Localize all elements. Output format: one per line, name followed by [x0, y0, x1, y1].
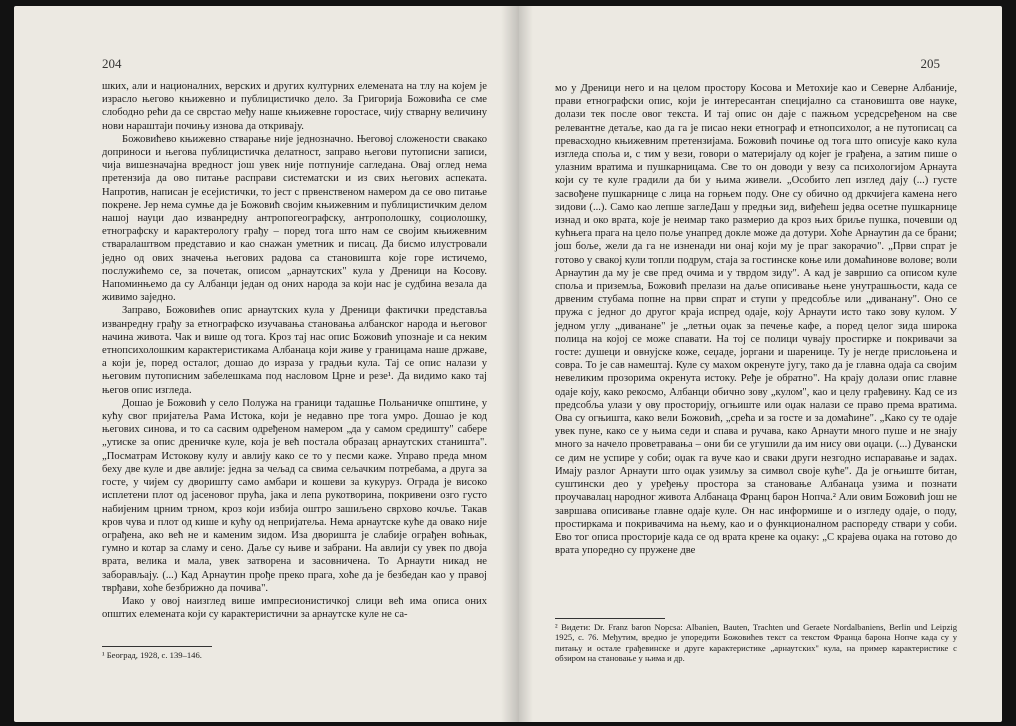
right-page	[519, 6, 1002, 722]
gutter-shadow	[501, 6, 519, 722]
page-body	[555, 82, 957, 557]
paragraph: Заправо, Божовићев опис арнаутских кула у Дреници фактички представља изванредну грађу за етнографско изучавања становања албанског народа и његовог начина живота. Чак и више од тога. Кроз тај нас опис Божовић упознаје и са неким етнопсихолошким карактеристикама Албанаца који живе у границама наше државе, а који је, поред осталог, дошао до израза у градњи кула. Тај се опис налази у његовим путописним забелешкама под насловом Црне и резе¹. Да видимо како тај његов опис изгледа.	[102, 305, 487, 396]
page-number: 204	[102, 56, 122, 71]
footnotes	[555, 614, 957, 664]
page-number: 205	[920, 56, 940, 71]
paragraph: шких, али и националних, верских и других културних елемената на тлу на којем је израсло његово књижевно и публицистичко дело. За Григорија Божовића се сме слободно рећи да се сврстао међу наше књижевне горостасе, чију стварну величину нови нараштаји почињу изнова да откривају.	[102, 81, 487, 132]
paragraph: Божовићево књижевно стварање није једнозначно. Његовој сложености свакако доприноси и његова публицистичка делатност, заправо његови путописни записи, чија вишезначајна вредност још увек није потпуније сагледана. Овај оглед нема претензија да ово питање расправи систематски и из свих његових аспеката. Напротив, написан је есејистички, то јест с првенственом намером да се ово питање покрене. Јер нема сумње да је Божовић својим књижевним и публицистичким делом нашој науци дао изванредну антропогеографску, антрополошку, социолошку, етнографску и карактерологу грађу – поред тога што нам се својим књижевним стваралаштвом представио и као снажан уметник и писац. Да бисмо илустровали једно од ових значења његових радова са становишта које горе истичемо, послужићемо се, за почетак, описом „арнаутских" кула у Дреници на Косову. Напоминњемо да су Албанци један од оних народа за који нас је судбина везала да живимо заједно.	[102, 133, 487, 304]
paragraph: Иако у овој наизглед више импресионистичкој слици већ има описа оних општих елемената који су карактеристични за арнаутске куле не са-	[102, 595, 487, 621]
book-spread	[14, 6, 1002, 722]
gutter-shadow	[519, 6, 533, 722]
footnote-rule	[555, 618, 665, 619]
footnotes	[102, 642, 487, 660]
left-page	[14, 6, 519, 722]
footnote: ² Видети: Dr. Franz baron Nopcsa: Albanien, Bauten, Trachten und Geraete Nordalbaniens, Berlin und Leipzig 1925, с. 76. Међутим, вредно је упоредити Божовићев текст са текстом Франца барона Нопче када су у питању и остале грађевинске и друге карактеристике „арнаутских" кула, на пример карактеристике с обзиром на становање у њима и др.	[555, 622, 957, 664]
paragraph: Дошао је Божовић у село Полужа на граници тадашње Польаничке општине, у кућу свог пријатеља Рама Истока, који је недавно пре тога умро. Дошао је код његових синова, и то са сасвим одређеном намером „да у самом средишту" саберe „утиске за опис дреничке куле, која је већ постала образац арнаутских станишта". „Посматрам Истокову кулу и авлију како се то у песми каже. Управо преда мном беху две куле и две авлије: једна за чељад са свима сељачким потребама, а друга за госте, у чијем су дворишту само амбари и кошеви за кукуруз. Ограда је високо исплетени плот од јасеновог прућа, јака и лепа рукотворина, покривени озго густо набијеним црним трном, кроз који избија оштро зашиљено сврхово кочље. Такав кров чува и плот од кише и кућу од непријатеља. Нема арнаутске куће да овако није ограђена, ако већ не и каменим зидом. Иза дворишта је слабије ограђен воћњак, гумно и котар за сламу и сено. Даље су њиве и забрани. На авлији су увек по двоја врата, велика и мала, увек затворена и засовничена. То Арнаути никад не заборављају. (...) Кад Арнаутин прође преко прага, хоће да је безбедан као у правој тврђави, хоће безбрижно да почива".	[102, 397, 487, 594]
footnote-rule	[102, 646, 212, 647]
footnote: ¹ Београд, 1928, с. 139–146.	[102, 650, 202, 660]
paragraph: мо у Дреници него и на целом простору Косова и Метохије као и Северне Албаније, прави етнографски опис, који је интересантан специјално са становишта ове науке, долази тек после овог текста. И тај опис он даје с пажњом усредсређеном на све релевантне детаље, као да га је писао неки етнограф и етнопсихолог, а не путописац са превасходно књижевним претензијама. Божовић почиње од тога што описује како кула изгледа споља и, с тим у вези, говори о материјалу од којег је грађена, а затим пише о улазним вратима и пушкарницама. Све то он доводи у везу са психологијом Арнаута који су те куле градили да би у њима живели. „Особито леп изглед дају (...) густе засвођене пушкарнице с лица на горњем поду. Оне су обично од дркчијега камена него зидови (...). Само као лепше заглеДаш у предњи зид, виђећеш једва осетне пушкарнице изнад и око врата, које је неимар тако размерио да кроз њих бриљe пушка, почевши од кућњега прага на цело поље унапред докле може да дотури. Хоће Арнаутин да се брани; још боље, жели да га не изненади ни онај који му је праг закорачио". „Први спрат је готово у свакој кули топли подрум, стаја за гостинске коње или домаћинове волове; воли Арнаутин да му је све пред очима и у тврдом зиду". А кад је завршио са описом куле споља и приземља, Божовић прелази на даље описивање њене унутрашњости, када се дрвеним стубама попне на први спрат и ступи у предсобље или „диванану". Оно се пружа с једног до другог краја испред одаје, коју Арнаути исто тако зову кулом. У једном углу „диванане" је „летњи оџак за печење кафе, а поред целог зида широка полица на којој се може спавати. На тој се полици чувају простирке и покривачи за госте: душеци и овнујске коже, сеџаде, јоргани и шаренице. Ту је негде прислоњена и совра. То је сав намештај. Куле су махом окренуте југу, тако да је главна одаја са својим невеликим прозорима окренута истоку. Рeђe је обратно". На крају долази опис главне одаје коју, како рекосмо, Албанци обично зову „кулом", као и целу грађевину. Кад се из предсобља улази у ову просторију, огњиште или оџак налази се право према вратима. Ова су огњишта, како вели Божовић, „срећа и за госте и за домаћине". „Како су те одаје увек пуне, како се у њима седи и спава и ручава, како Арнаути много пуше и не знају много за начело проветравања – они би се угушили да им нису ови оџаци. (...) Дувански се дим не успире у соби; оџак га вуче као и сваки други незгодно испаравање и задах. Имају разлог Арнаути што оџак узимљу за символ своје куће". Да је огњиште битан, суштински део у уређењу простора за становање Албанаца узима и познати проучавалац народног живота Албанаца Франц барон Нопча.² Али овим Божовић још не завршава описивање главне одаје куле. Он нас информише и о изгледу одаје, о поду, простиркама и покривачима на њему, као и о функционалном распореду ствари у соби. Ево тог описа просторије када се од врата крене ка оџаку: „С крајева оџака на готово до врата упоредно су пружене две	[555, 83, 957, 557]
page-body	[102, 80, 487, 621]
